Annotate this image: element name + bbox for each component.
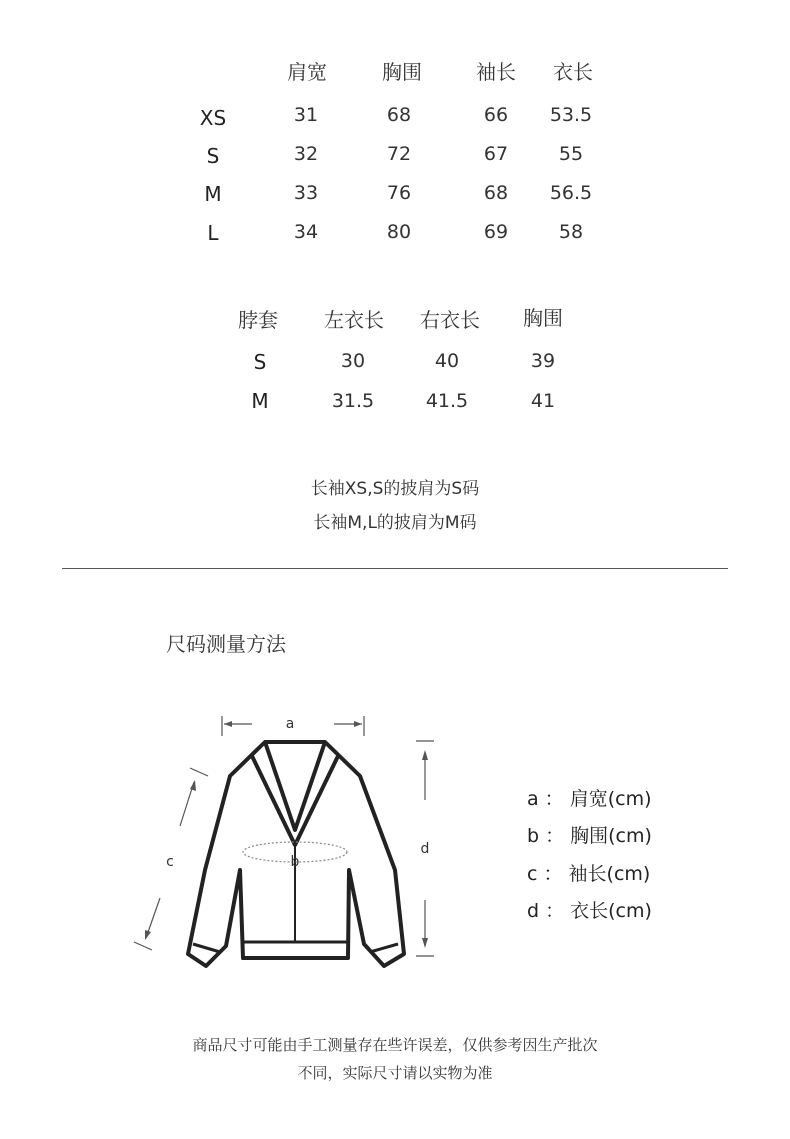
footer-disclaimer-2: 不同，实际尺寸请以实物为准: [297, 1064, 493, 1082]
table-cell: 41: [530, 390, 556, 412]
note-line-2: 长袖M,L的披肩为M码: [313, 513, 477, 533]
footer-disclaimer-1: 商品尺寸可能由手工测量存在些许误差，仅供参考因生产批次: [192, 1036, 598, 1054]
legend-item: a ： 肩宽(cm): [527, 788, 652, 810]
header-chest: 胸围: [382, 60, 422, 84]
size-label-s: S: [206, 144, 220, 168]
table-cell: 30: [340, 350, 366, 372]
table-cell: 58: [558, 221, 584, 243]
table-cell: 66: [483, 104, 509, 126]
table-cell: 69: [483, 221, 509, 243]
table-cell: 31: [293, 104, 319, 126]
size-label-m: M: [251, 389, 269, 413]
header-right-length: 右衣长: [420, 308, 480, 332]
size-label-m: M: [204, 182, 222, 206]
legend-item: b ： 胸围(cm): [527, 825, 652, 847]
table-cell: 32: [293, 143, 319, 165]
diagram-label-d: d: [420, 841, 430, 857]
table-cell: 80: [386, 221, 412, 243]
table-cell: 33: [293, 182, 319, 204]
diagram-label-b: b: [290, 854, 300, 870]
legend-item: d ： 衣长(cm): [527, 900, 652, 922]
table-cell: 68: [483, 182, 509, 204]
header-chest-2: 胸围: [523, 306, 563, 330]
table-cell: 76: [386, 182, 412, 204]
table-cell: 53.5: [549, 104, 593, 126]
size-label-xs: XS: [199, 106, 227, 130]
table-cell: 68: [386, 104, 412, 126]
table-cell: 39: [530, 350, 556, 372]
header-sleeve: 袖长: [476, 60, 516, 84]
legend-item: c ： 袖长(cm): [527, 863, 651, 885]
header-length: 衣长: [553, 60, 593, 84]
diagram-label-c: c: [166, 854, 174, 870]
section-divider: [62, 568, 728, 569]
size-label-s: S: [253, 350, 267, 374]
table-cell: 72: [386, 143, 412, 165]
table-cell: 41.5: [425, 390, 469, 412]
header-left-length: 左衣长: [324, 308, 384, 332]
table-cell: 34: [293, 221, 319, 243]
diagram-label-a: a: [285, 716, 295, 732]
jacket-diagram-icon: [120, 700, 450, 990]
size-label-l: L: [207, 221, 219, 245]
header-neck-warmer: 脖套: [238, 308, 278, 332]
table-cell: 56.5: [549, 182, 593, 204]
table-cell: 67: [483, 143, 509, 165]
header-shoulder: 肩宽: [287, 60, 327, 84]
table-cell: 55: [558, 143, 584, 165]
table-cell: 31.5: [331, 390, 375, 412]
table-cell: 40: [434, 350, 460, 372]
note-line-1: 长袖XS,S的披肩为S码: [310, 479, 480, 499]
section-title: 尺码测量方法: [166, 632, 286, 656]
